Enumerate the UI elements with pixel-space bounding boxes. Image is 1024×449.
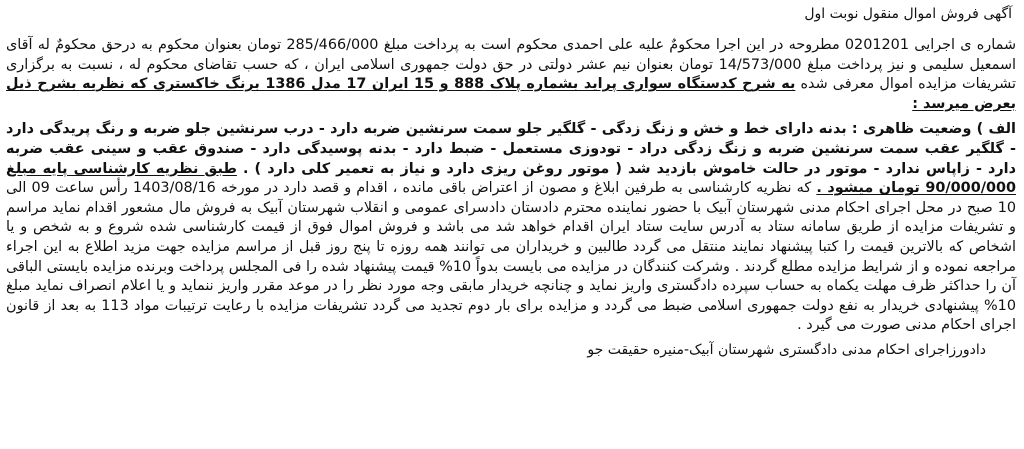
intro-paragraph — [6, 36, 1016, 114]
condition-paragraph — [6, 120, 1016, 336]
appearance-condition: الف ) وضعیت ظاهری : بدنه دارای خط و خش و زنگ زدگی - گلگیر جلو سمت سرنشین ضربه دارد - درب سرنشین جلو ضربه و رنگ پریدگی دارد - گلگیر عقب سمت سرنشین ضربه و زنگ زدگی دراد - تودوزی مستعمل - ضبط دارد - بدنه پوسیدگی دارد - صندوق عقب و سینی عقب ضربه دارد - زاپاس ندارد - موتور در حالت خاموش بازدید شد ( موتور روغن ریزی دارد و نیاز به تعمیر کلی دارد ) . — [6, 121, 1016, 177]
intro-text: شماره ی اجرایی 0201201 مطروحه در این اجرا محکومٌ علیه علی احمدی محکوم است به پرداخت مبلغ 285/466/000 تومان بعنوان محکوم به درحق محکومٌ له آقای اسمعیل سلیمی و نیز پرداخت مبلغ 14/573/000 تومان بعنوان نیم عشر دولتی در حق دولت جمهوری اسلامی ایران ، که حسب تقاضای محکوم له ، نسبت به برگزاری تشریفات مزایده اموال معرفی شده — [6, 37, 1017, 93]
auction-notice — [6, 4, 1016, 445]
expert-valuation: طبق نظریه کارشناسی پایه مبلغ 90/000/000 تومان میشود . — [6, 160, 1017, 197]
vehicle-description: به شرح کدستگاه سواری پراید بشماره پلاک 888 و 15 ایران 17 مدل 1386 برنگ خاکستری که نظریه بشرح ذیل بعرض میرسد : — [6, 76, 1016, 112]
notice-title: آگهی فروش اموال منقول نوبت اول — [804, 6, 1012, 22]
signature-line: دادورزاجرای احکام مدنی دادگستری شهرستان آبیک-منیره حقیقت جو — [587, 341, 986, 358]
auction-terms: که نظریه کارشناسی به طرفین ابلاغ و مصون از اعتراض باقی مانده ، اقدام و قصد دارد در مورخه 1403/08/16 رأس ساعت 09 الی 10 صبح در محل اجرای احکام مدنی شهرستان آبیک با حضور نماینده محترم دادستان دادسرای عمومی و انقلاب شهرستان آبیک به فروش مال مشعور اقدام نماید مراسم و تشریفات مزایده از طریق سامانه ستاد به آدرس سایت ستاد ایران اقدام خواهد شد می باشد و فروش اموال فوق از قیمت کارشناسی شده شروع و به شخص و یا اشخاص که بالاترین قیمت را کتبا پیشنهاد نمایند منتقل می گردد طالبین و خریداران می توانند همه روزه تا پنج روز قبل از مراسم مزایده جهت مزید اطلاع به این اجراء مراجعه نموده و از شرایط مزایده مطلع گردند . وشرکت کنندگان در مزایده می بایست بدواً 10% قیمت پیشنهاد شده را فی المجلس پرداخت وبرنده مزایده بایستی الباقی آن را حداکثر ظرف مهلت یکماه به حساب سپرده دادگستری واریز نماید و چنانچه خریدار مابقی وجه مورد نظر را در موعد مقرر واریز ننماید و یا اعلام انصراف نماید مبلغ 10% پیشنهادی خریدار به نفع دولت جمهوری اسلامی ضبط می گردد و مزایده برای بار دوم تجدید می گردد تشریفات مزایده با رعایت ترتیبات مواد 113 به بعد از قانون اجرای احکام مدنی صورت می گیرد . — [6, 180, 1016, 334]
